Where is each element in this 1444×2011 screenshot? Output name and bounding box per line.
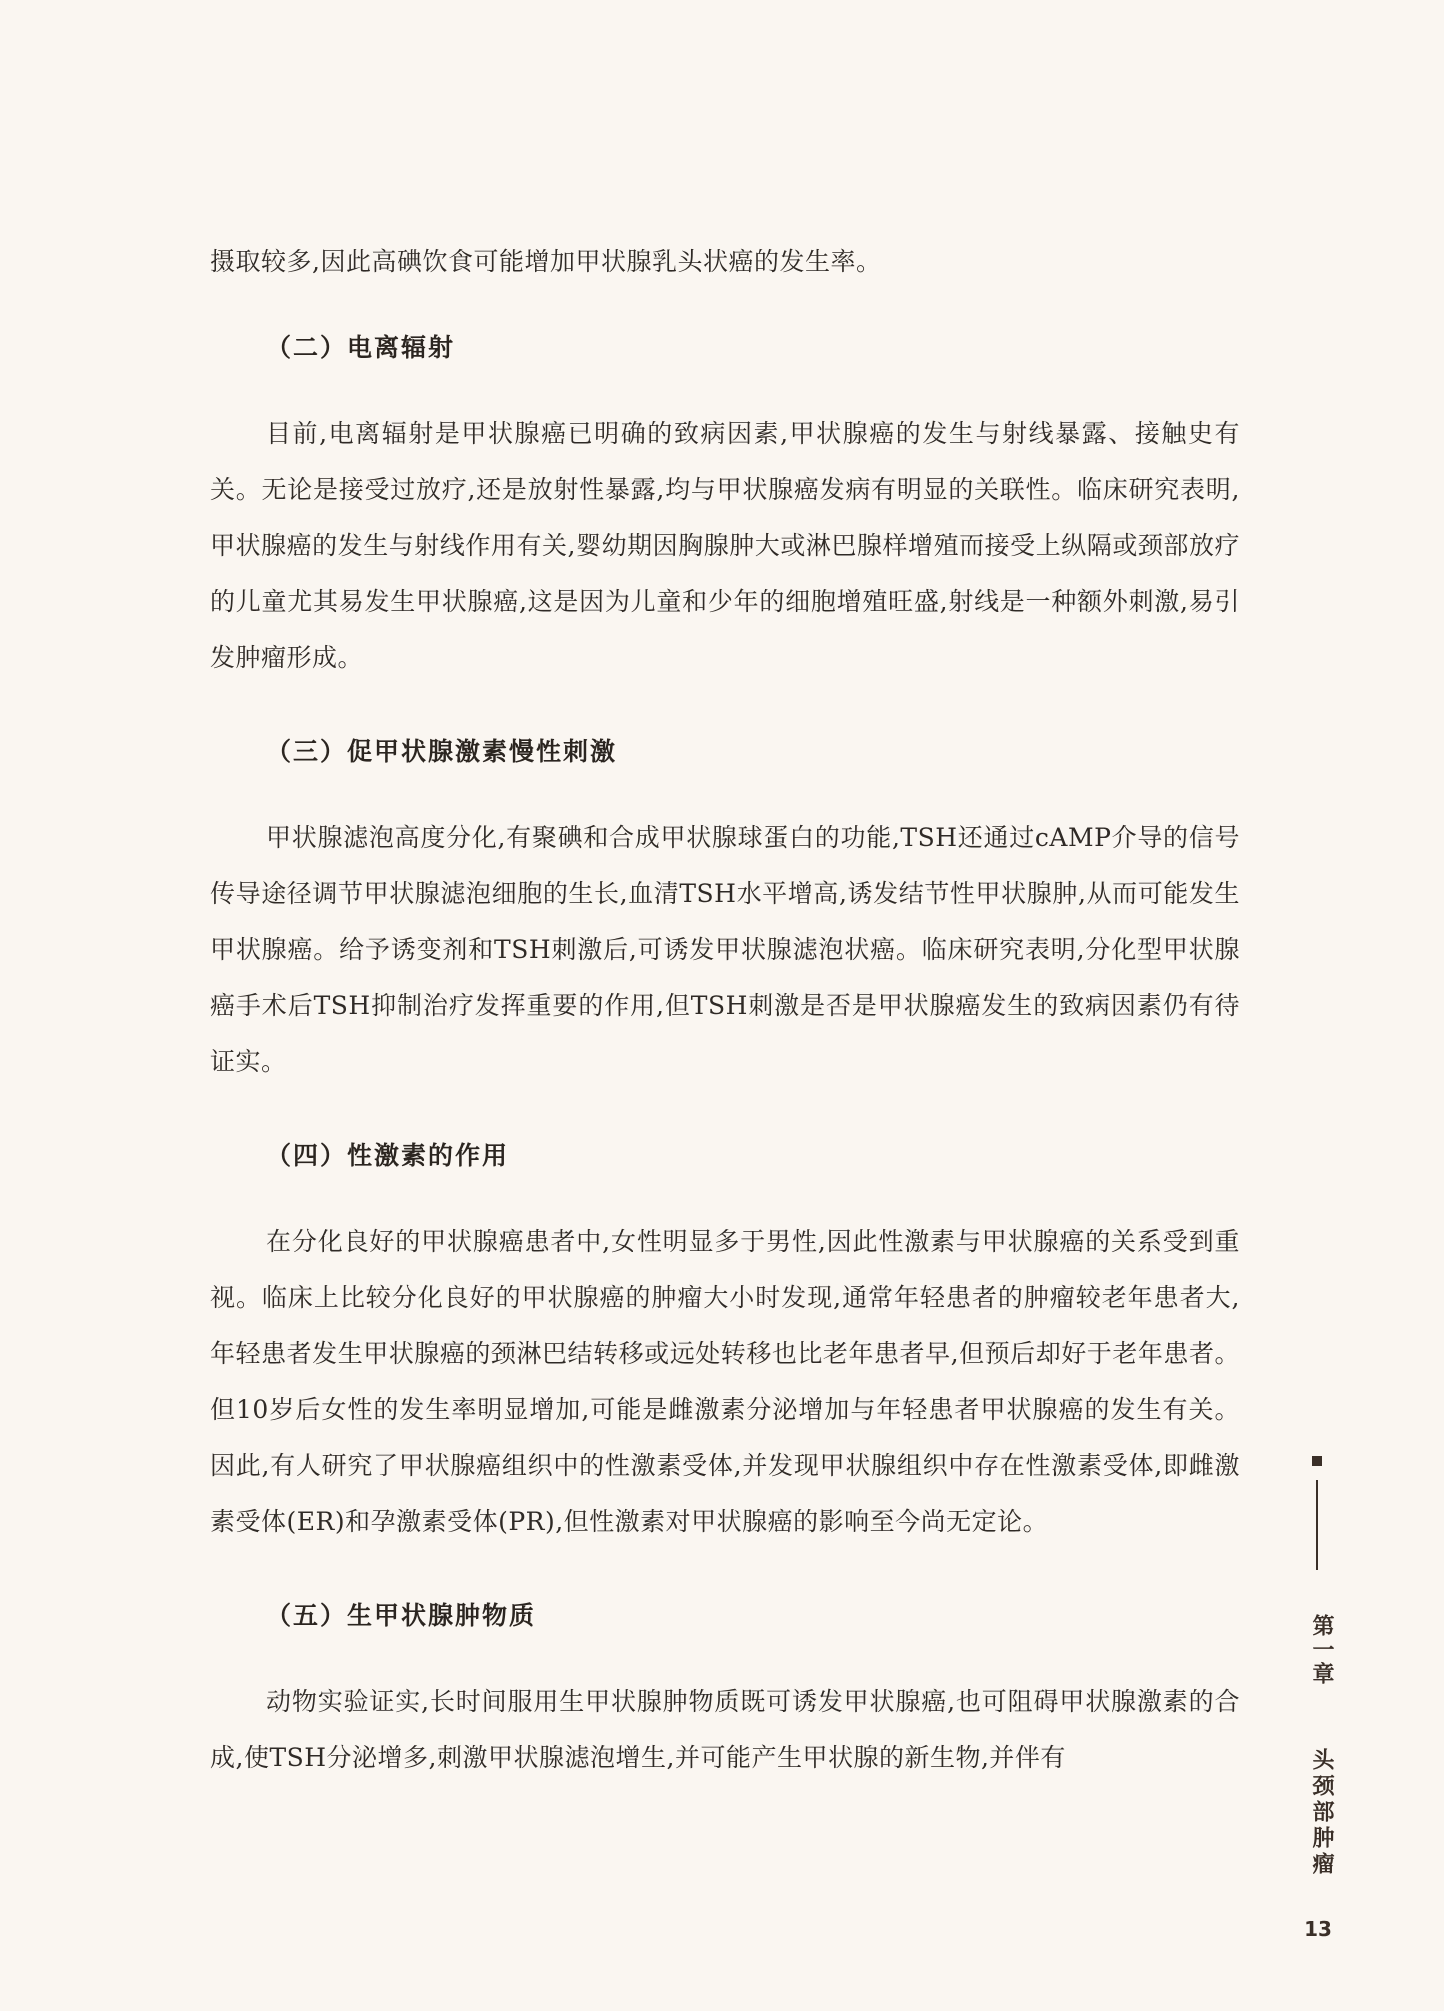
sidebar-square-marker [1312, 1456, 1322, 1466]
intro-paragraph: 摄取较多,因此高碘饮食可能增加甲状腺乳头状癌的发生率。 [210, 247, 882, 276]
section-heading-tsh: （三）促甲状腺激素慢性刺激 [266, 737, 618, 766]
page-content [210, 234, 1240, 1786]
section-text-sex-hormones: 在分化良好的甲状腺癌患者中,女性明显多于男性,因此性激素与甲状腺癌的关系受到重视。临床上比较分化良好的甲状腺癌的肿瘤大小时发现,通常年轻患者的肿瘤较老年患者大,年轻患者发生甲状腺癌的颈淋巴结转移或远处转移也比老年患者早,但预后却好于老年患者。但10岁后女性的发生率明显增加,可能是雌激素分泌增加与年轻患者甲状腺癌的发生有关。因此,有人研究了甲状腺癌组织中的性激素受体,并发现甲状腺组织中存在性激素受体,即雌激素受体(ER)和孕激素受体(PR),但性激素对甲状腺癌的影响至今尚无定论。 [210, 1227, 1240, 1536]
section-heading-goitrogens: （五）生甲状腺肿物质 [266, 1601, 537, 1630]
section-title: 头颈部肿瘤 [1309, 1748, 1334, 1878]
section-text-radiation: 目前,电离辐射是甲状腺癌已明确的致病因素,甲状腺癌的发生与射线暴露、接触史有关。无论是接受过放疗,还是放射性暴露,均与甲状腺癌发病有明显的关联性。临床研究表明,甲状腺癌的发生与射线作用有关,婴幼期因胸腺肿大或淋巴腺样增殖而接受上纵隔或颈部放疗的儿童尤其易发生甲状腺癌,这是因为儿童和少年的细胞增殖旺盛,射线是一种额外刺激,易引发肿瘤形成。 [210, 419, 1240, 672]
chapter-label: 第一章 [1309, 1614, 1334, 1686]
section-heading-radiation: （二）电离辐射 [266, 333, 456, 362]
section-text-goitrogens: 动物实验证实,长时间服用生甲状腺肿物质既可诱发甲状腺癌,也可阻碍甲状腺激素的合成,使TSH分泌增多,刺激甲状腺滤泡增生,并可能产生甲状腺的新生物,并伴有 [210, 1687, 1240, 1772]
section-text-tsh: 甲状腺滤泡高度分化,有聚碘和合成甲状腺球蛋白的功能,TSH还通过cAMP介导的信号传导途径调节甲状腺滤泡细胞的生长,血清TSH水平增高,诱发结节性甲状腺肿,从而可能发生甲状腺癌。给予诱变剂和TSH刺激后,可诱发甲状腺滤泡状癌。临床研究表明,分化型甲状腺癌手术后TSH抑制治疗发挥重要的作用,但TSH刺激是否是甲状腺癌发生的致病因素仍有待证实。 [210, 823, 1240, 1076]
page-number: 13 [1304, 1917, 1332, 1941]
sidebar-vertical-rule [1316, 1480, 1318, 1570]
section-heading-sex-hormones: （四）性激素的作用 [266, 1141, 510, 1170]
